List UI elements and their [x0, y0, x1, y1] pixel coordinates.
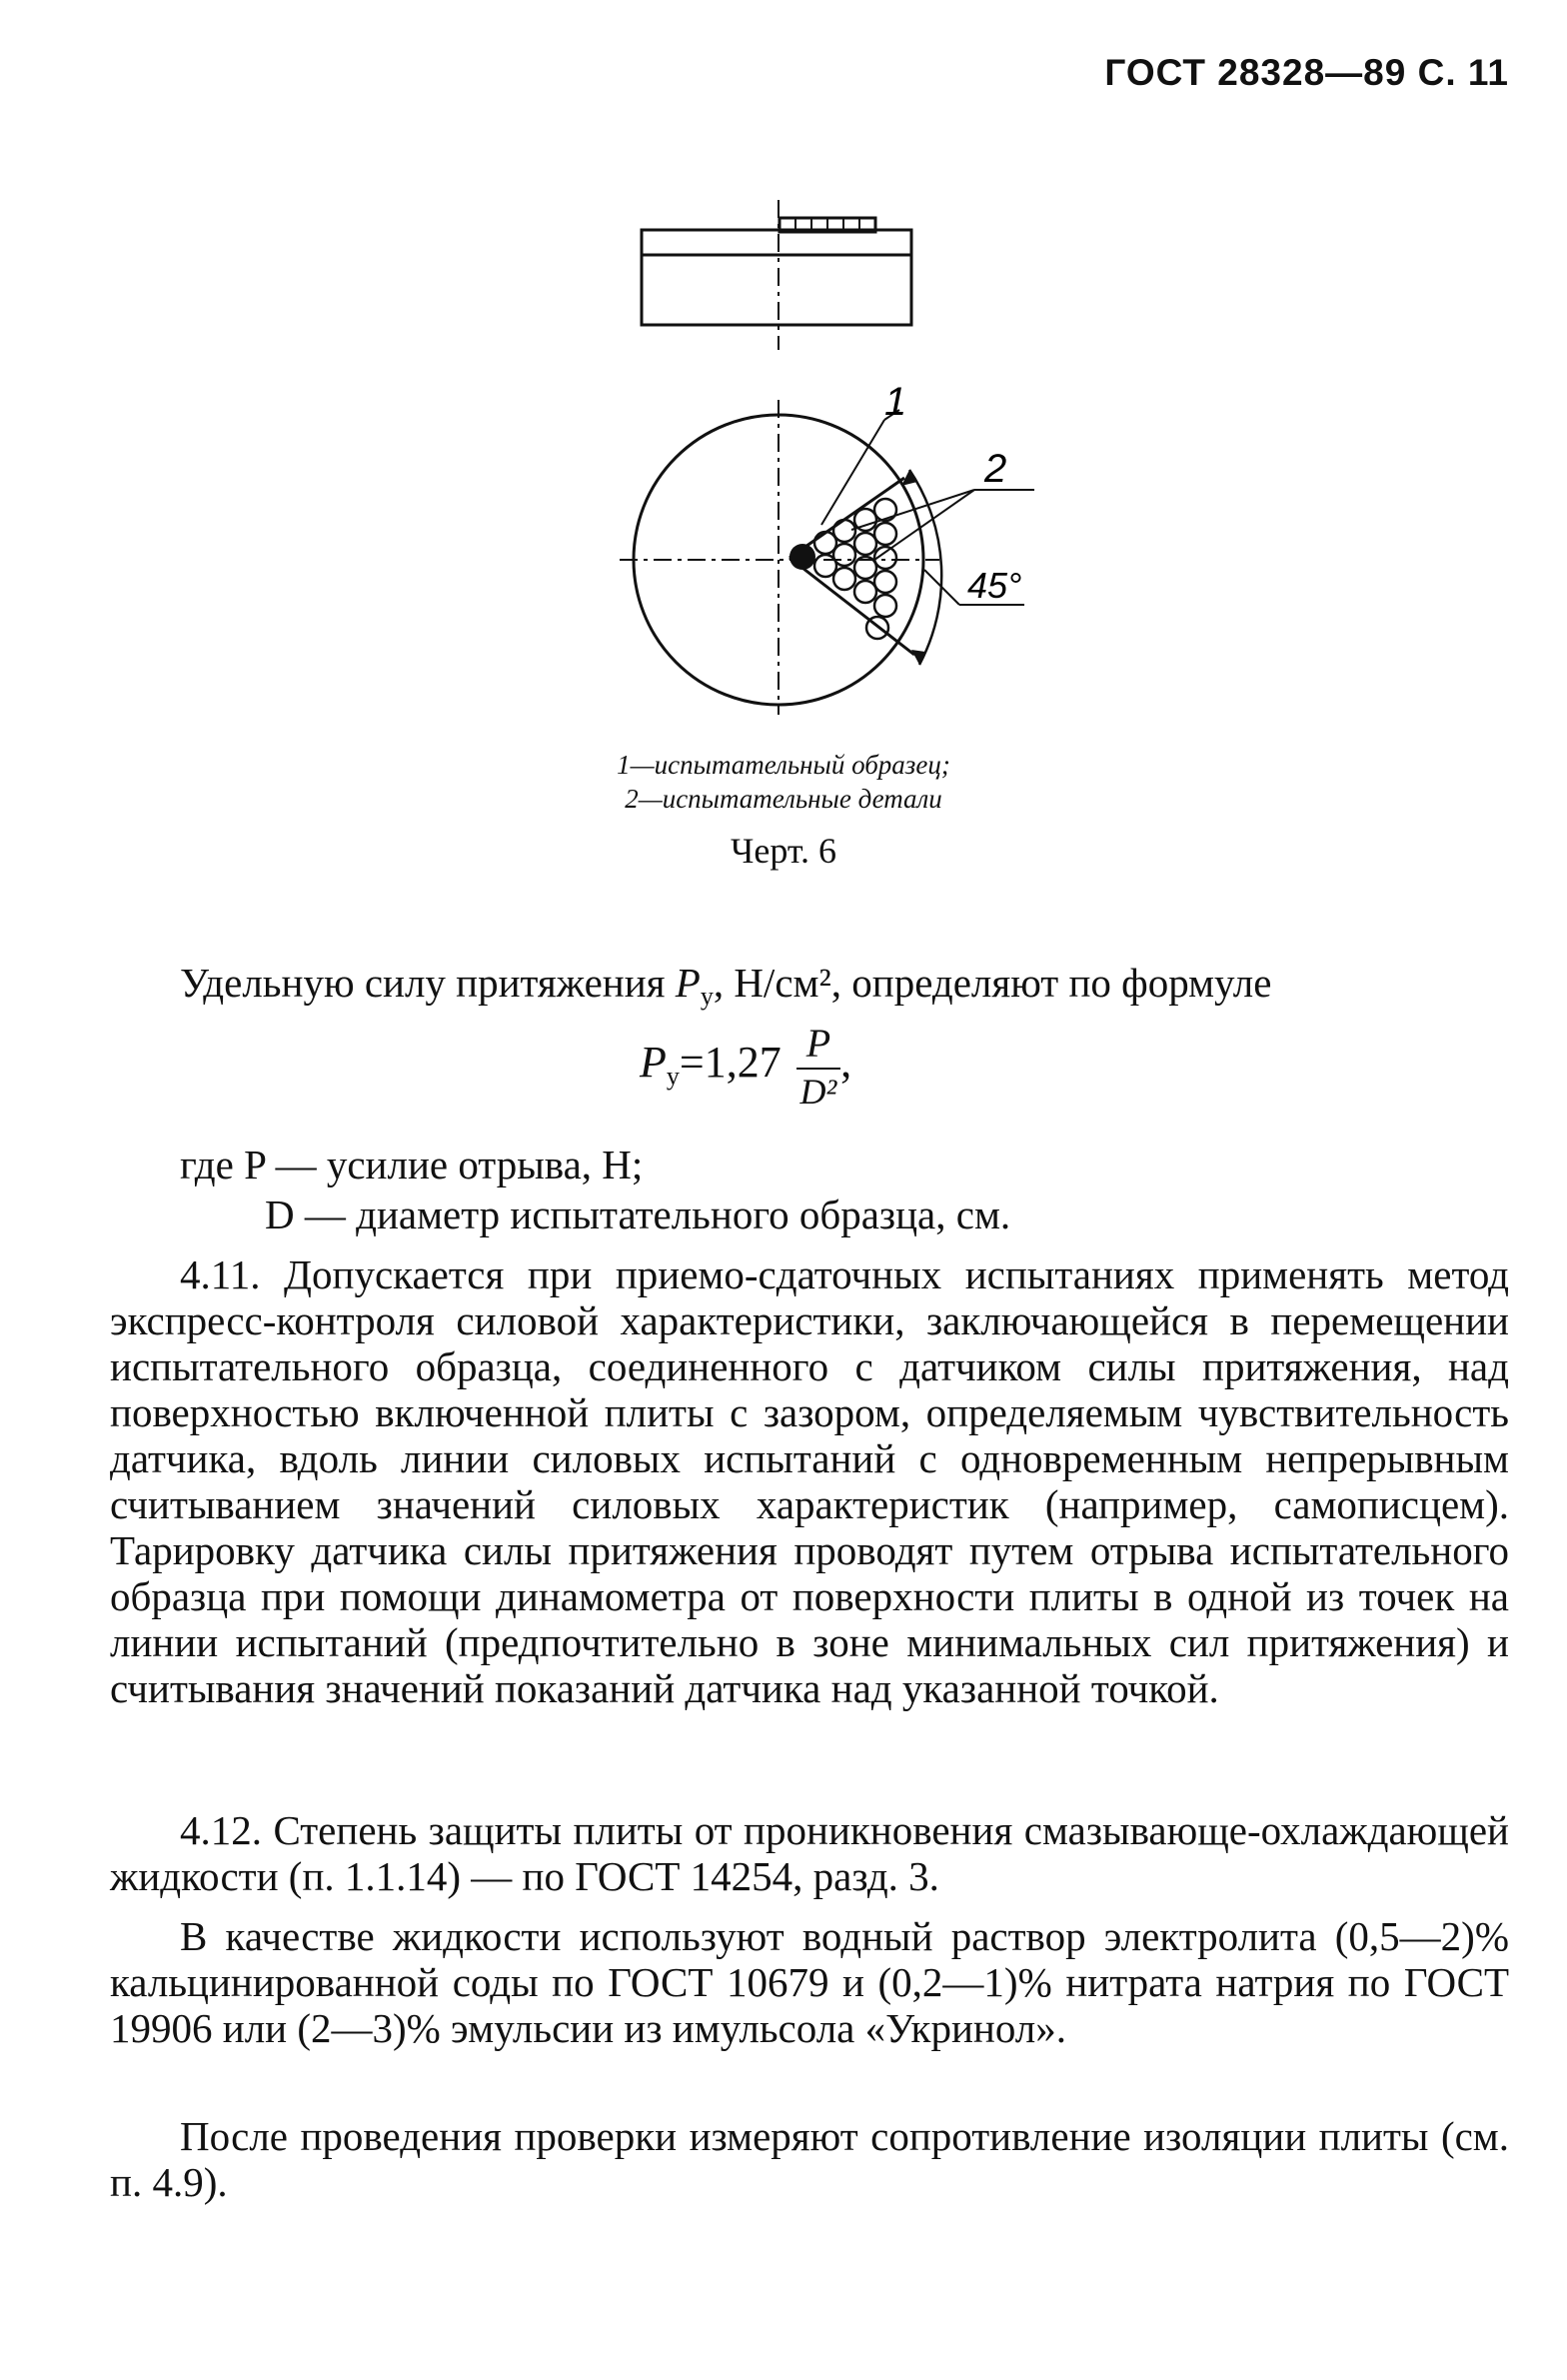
paragraph-4-12: 4.12. Степень защиты плиты от проникновения смазывающе-охлаждающей жидкости (п. 1.1.14) — по ГОСТ 14254, разд. 3. — [110, 1807, 1509, 1899]
where-line-1: где P — усилие отрыва, Н; — [180, 1142, 644, 1188]
angle-label: 45° — [967, 565, 1022, 606]
formula-intro: Удельную силу притяжения $P_у$, Н/см², определяют по формуле — [180, 960, 1272, 1011]
paragraph-liquid: В качестве жидкости используют водный раствор электролита (0,5—2)% кальцинированной соды по ГОСТ 10679 и (0,2—1)% нитрата натрия по ГОСТ 19906 или (2—3)% эмульсии из имульсола «Укринол». — [110, 1913, 1509, 2051]
test-sample — [789, 544, 815, 570]
angle-dimension-arc — [909, 470, 941, 665]
test-parts — [814, 499, 896, 639]
figure-number: Черт. 6 — [731, 831, 836, 871]
figure-6-drawing — [0, 0, 1567, 800]
paragraph-after-check: После проведения проверки измеряют сопротивление изоляции плиты (см. п. 4.9). — [110, 2113, 1509, 2205]
label-1: 1 — [884, 380, 907, 424]
formula: $P_у=1,27$ $\frac{P}{\text{D²}}$ , — [640, 1021, 852, 1112]
legend-line-1: 1—испытательный образец; — [617, 750, 950, 780]
page-header: ГОСТ 28328—89 С. 11 — [1104, 52, 1509, 93]
paragraph-4-11: 4.11. Допускается при приемо-сдаточных испытаниях применять метод экспресс-контроля силовой характеристики, заключающейся в перемещении испытательного образца, соединенного с датчиком силы притяжения, над поверхностью включенной плиты с зазором, определяемым чувствительность датчика, вдоль линии силовых испытаний с одновременным непрерывным считыванием значений силовых характеристик (например, самописцем). Тарировку датчика силы притяжения проводят путем отрыва испытательного образца при помощи динамометра от поверхности плиты в одной из точек на линии испытаний (предпочтительно в зоне минимальных сил притяжения) и считывания значений показаний датчика над указанной точкой. — [110, 1251, 1509, 1711]
plate-side-view — [642, 230, 911, 325]
figure-legend — [0, 748, 1567, 816]
label-2: 2 — [984, 447, 1007, 491]
legend-line-2: 2—испытательные детали — [625, 784, 942, 814]
where-line-2: D — диаметр испытательного образца, см. — [265, 1191, 1011, 1237]
